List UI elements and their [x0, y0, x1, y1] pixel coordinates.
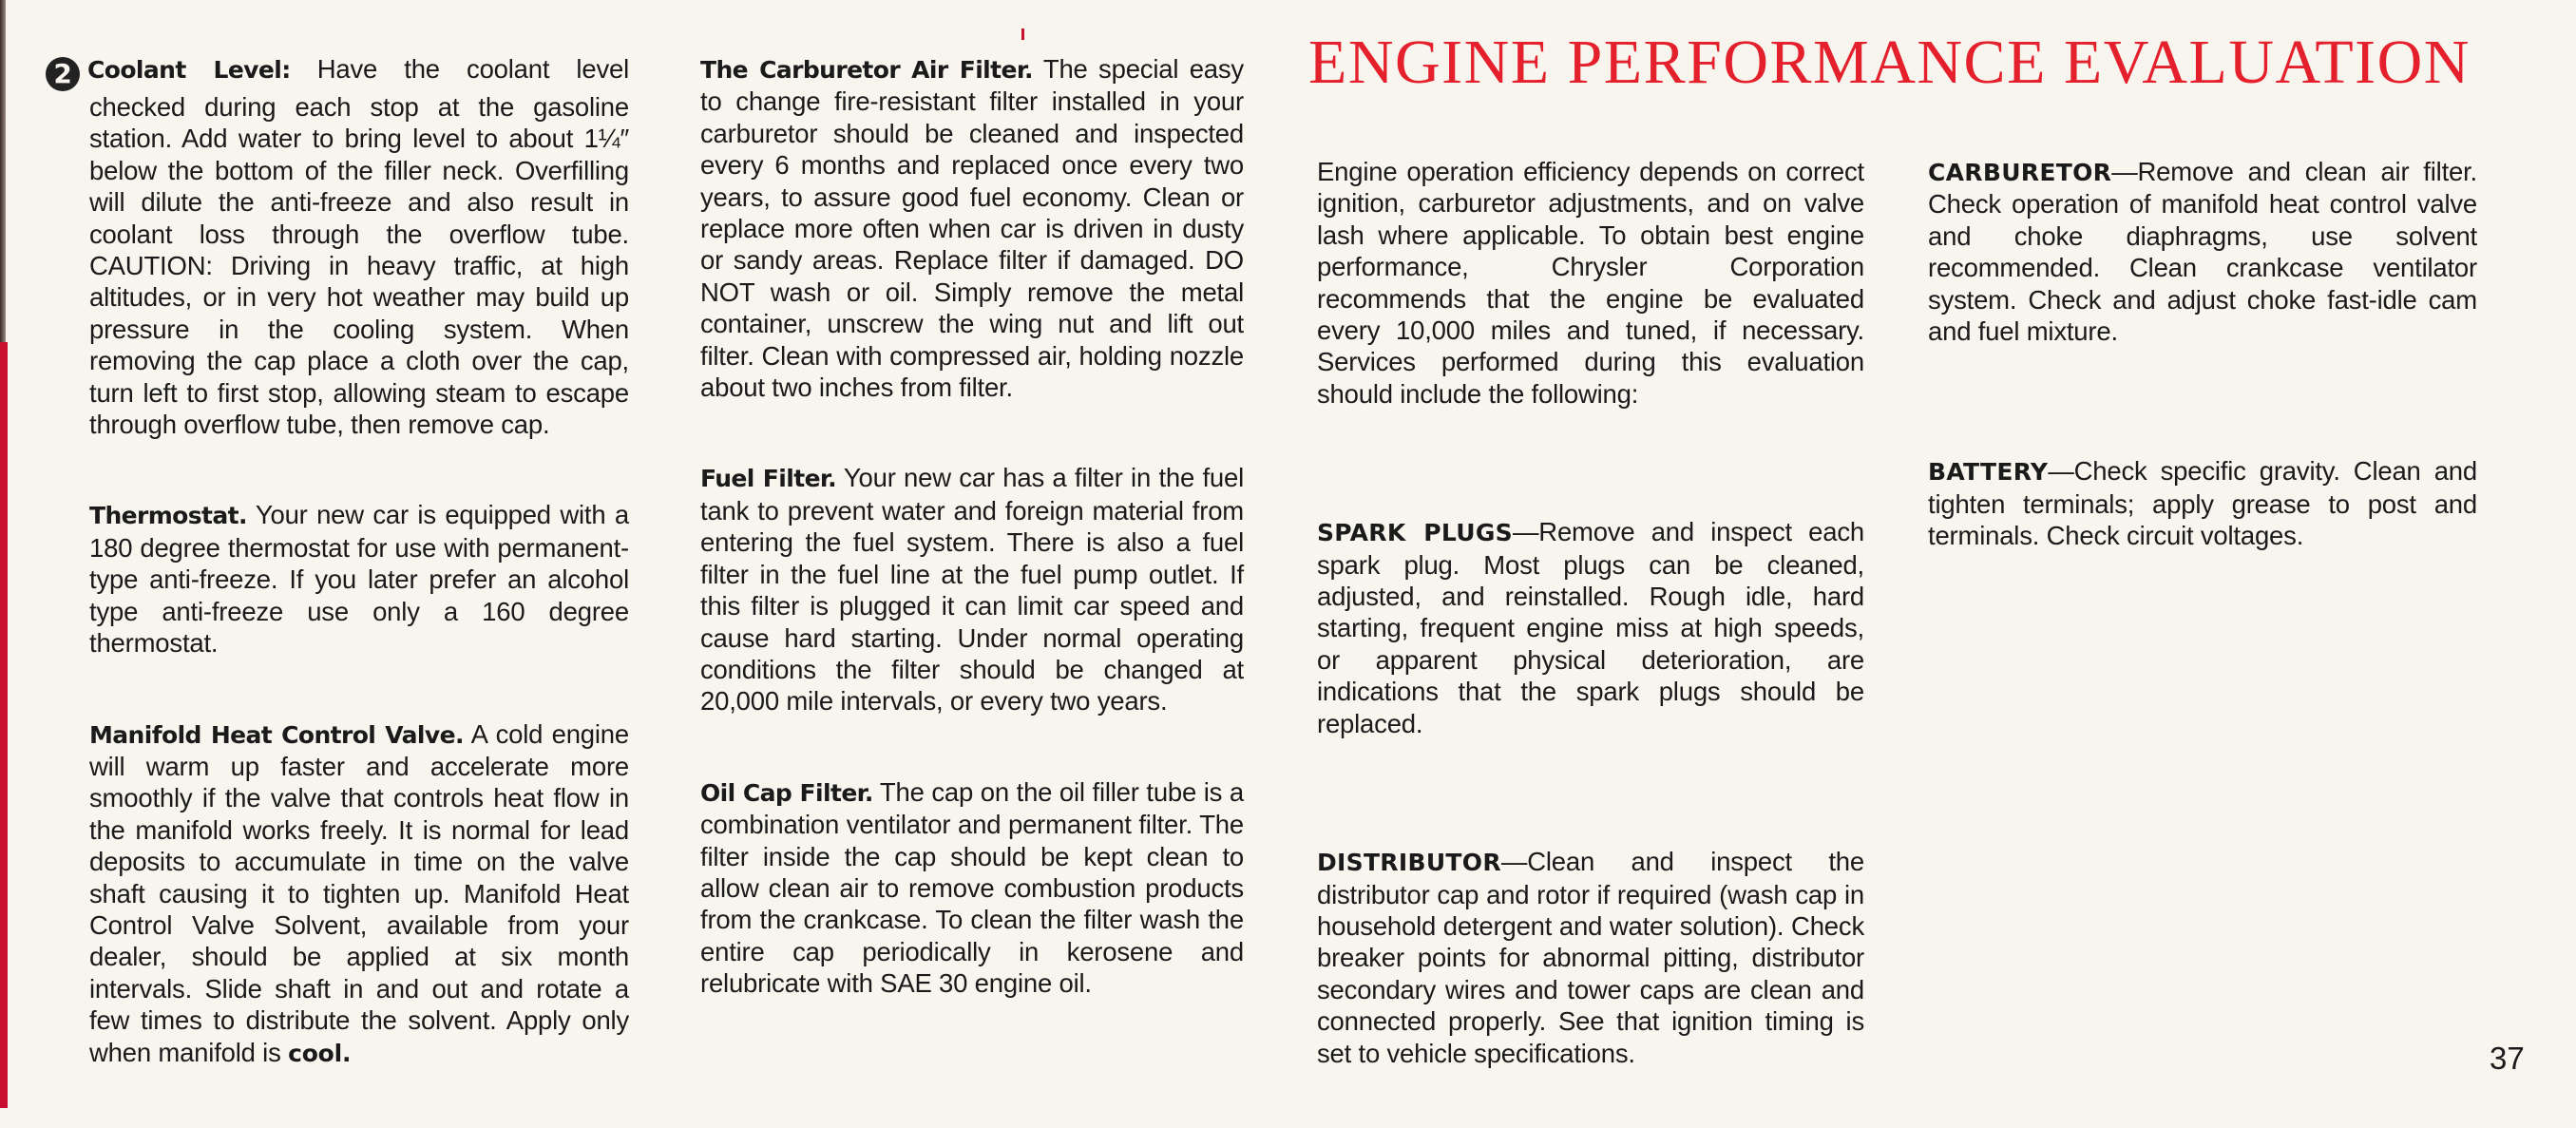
coolant-level-body: Have the coolant level checked during each stop at the gasoline station. Add water to bring level to about 1¼″ below the bottom of the filler neck. Overfilling will dilute the anti-freeze and also result in coolant loss through the overflow tube. CAUTION: Driving in heavy traffic, at high altitudes, or in very hot weather may build up pressure in the cooling system. When removing the cap place a cloth over the cap, turn left to first stop, allowing steam to escape through overflow tube, then remove cap.	[89, 54, 629, 440]
carburetor-heading: CARBURETOR	[1928, 159, 2112, 186]
battery-body: —Check specific gravity. Clean and tighten terminals; apply grease to post and terminals. Check circuit voltages.	[1928, 456, 2477, 551]
step-number-badge: 2	[46, 57, 80, 91]
air-filter-paragraph	[700, 53, 1244, 403]
oil-cap-paragraph	[700, 776, 1244, 1000]
spark-plugs-body: —Remove and inspect each spark plug. Most plugs can be cleaned, adjusted, and reinstalled. Rough idle, hard starting, frequent engine miss at high speeds, or apparent physical deterioration, are indications that the spark plugs should be replaced.	[1317, 517, 1864, 738]
left-column	[53, 53, 629, 1128]
spark-plugs-heading: SPARK PLUGS	[1317, 519, 1513, 547]
oil-cap-heading: Oil Cap Filter.	[700, 778, 873, 807]
print-mark	[1021, 29, 1024, 40]
manifold-heat-paragraph	[89, 718, 629, 1069]
manifold-heat-body: A cold engine will warm up faster and accelerate more smoothly if the valve that controls heat flow in the manifold works freely. It is normal for lead deposits to accumulate in time on the valve shaft causing it to tighten up. Manifold Heat Control Valve Solvent, available from your dealer, should be applied at six month intervals. Slide shaft in and out and rotate a few times to distribute the solvent. Apply only when manifold is	[89, 718, 629, 1067]
distributor-paragraph	[1317, 846, 1864, 1069]
manifold-heat-heading: Manifold Heat Control Valve.	[89, 720, 464, 749]
carburetor-paragraph	[1928, 156, 2477, 347]
fuel-filter-body: Your new car has a filter in the fuel tank to prevent water and foreign material from entering the fuel system. There is also a fuel filter in the fuel line at the fuel pump outlet. If this filter is plugged it can limit car speed and cause hard starting. Under normal operating conditions the filter should be changed at 20,000 mile intervals, or every two years.	[700, 463, 1245, 717]
air-filter-heading: The Carburetor Air Filter.	[700, 56, 1033, 84]
distributor-body: —Clean and inspect the distributor cap and rotor if required (wash cap in household detergent and water solution). Check breaker points for abnormal pitting, distributor secondary wires and tower caps are clean and connected properly. See that ignition timing is set to vehicle specifications.	[1317, 847, 1864, 1068]
manifold-cool-emphasis: cool	[288, 1039, 343, 1067]
battery-paragraph	[1928, 455, 2477, 551]
fuel-filter-paragraph	[700, 462, 1244, 717]
page-title: ENGINE PERFORMANCE EVALUATION	[1308, 28, 2471, 97]
thermostat-heading: Thermostat.	[89, 502, 247, 530]
oil-cap-body: The cap on the oil filler tube is a combination ventilator and permanent filter. The filter inside the cap should be kept clean to allow clean air to remove combustion products from the crankcase. To clean the filter wash the entire cap periodically in kerosene and relubricate with SAE 30 engine oil.	[700, 776, 1244, 999]
evaluation-intro: Engine operation efficiency depends on correct ignition, carburetor adjustments, and on valve lash where applicable. To obtain best engine performance, Chrysler Corporation recommends that the engine be evaluated every 10,000 miles and tuned, if necessary. Services performed during this evaluation should include the following:	[1317, 157, 1864, 409]
thermostat-body: Your new car is equipped with a 180 degree thermostat for use with permanent-type anti-freeze. If you later prefer an alcohol type anti-freeze use only a 160 degree thermostat.	[89, 500, 629, 659]
manifold-end-punct: .	[342, 1039, 352, 1067]
distributor-heading: DISTRIBUTOR	[1317, 849, 1501, 877]
battery-heading: BATTERY	[1928, 458, 2049, 487]
fuel-filter-heading: Fuel Filter.	[700, 465, 836, 493]
carburetor-body: —Remove and clean air filter. Check operation of manifold heat control valve and choke diaphragms, use solvent recommended. Clean crankcase ventilator system. Check and adjust choke fast-idle cam and fuel mixture.	[1928, 157, 2477, 347]
page-number: 37	[2490, 1041, 2525, 1076]
air-filter-body: The special easy to change fire-resistant filter installed in your carburetor should be cleaned and inspected every 6 months and replaced once every two years, to assure good fuel economy. Clean or replace more often when car is driven in dusty or sandy areas. Replace filter if damaged. DO NOT wash or oil. Simply remove the metal container, unscrew the wing nut and lift out filter. Clean with compressed air, holding nozzle about two inches from filter.	[700, 54, 1244, 403]
coolant-level-heading: Coolant Level:	[87, 56, 291, 84]
spark-plugs-paragraph	[1317, 516, 1864, 739]
evaluation-column-b	[1928, 156, 2477, 660]
evaluation-column-a	[1317, 156, 1864, 1128]
spine-red-accent	[0, 342, 8, 1108]
thermostat-paragraph	[89, 499, 629, 659]
middle-column	[700, 53, 1244, 1059]
coolant-level-paragraph	[53, 53, 629, 440]
